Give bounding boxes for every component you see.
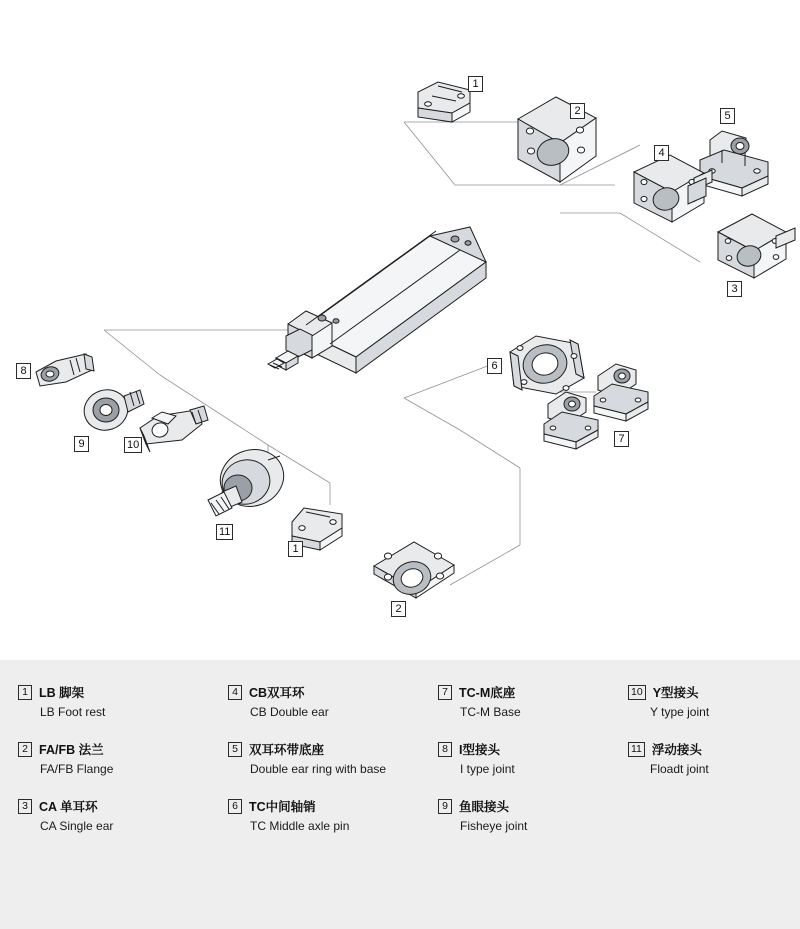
legend-label-en-4: CB Double ear xyxy=(250,705,329,719)
legend-item-4 xyxy=(228,682,438,739)
legend-num-8: 8 xyxy=(438,742,452,757)
callout-7: 7 xyxy=(614,431,629,447)
part-lb-foot-rest-top xyxy=(418,82,470,122)
legend-label-en-7: TC-M Base xyxy=(460,705,521,719)
part-i-type-joint xyxy=(36,354,94,386)
callout-4: 4 xyxy=(654,145,669,161)
legend-num-10: 10 xyxy=(628,685,646,700)
legend-item-11 xyxy=(628,739,800,796)
legend-label-en-11: Floadt joint xyxy=(650,762,709,776)
legend-label-cn-7: TC-M底座 xyxy=(459,686,516,700)
part-fisheye-joint xyxy=(79,384,144,436)
legend-label-en-10: Y type joint xyxy=(650,705,710,719)
legend-label-cn-6: TC中间轴销 xyxy=(249,800,316,814)
part-y-type-joint xyxy=(140,406,208,452)
part-flange-bottom xyxy=(374,542,454,599)
legend-label-en-2: FA/FB Flange xyxy=(40,762,114,776)
legend-label-cn-9: 鱼眼接头 xyxy=(459,800,510,814)
legend-num-6: 6 xyxy=(228,799,242,814)
legend-label-en-5: Double ear ring with base xyxy=(250,762,387,776)
part-double-ear-with-base xyxy=(700,131,768,196)
legend-label-en-8: I type joint xyxy=(460,762,515,776)
legend-label-cn-10: Y型接头 xyxy=(652,686,699,700)
legend-item-7 xyxy=(438,682,628,739)
legend-label-en-6: TC Middle axle pin xyxy=(250,819,350,833)
legend-num-9: 9 xyxy=(438,799,452,814)
legend-num-3: 3 xyxy=(18,799,32,814)
part-floating-joint xyxy=(208,441,291,516)
legend-label-cn-4: CB双耳环 xyxy=(249,686,305,700)
callout-10: 10 xyxy=(124,437,142,453)
legend-item-empty xyxy=(628,796,800,853)
part-main-cylinder xyxy=(268,227,486,373)
callout-1-top: 1 xyxy=(468,76,483,92)
legend-panel xyxy=(0,660,800,929)
callout-2-top: 2 xyxy=(570,103,585,119)
part-tc-middle-axle-pin xyxy=(510,336,584,394)
legend-item-6 xyxy=(228,796,438,853)
legend-item-8 xyxy=(438,739,628,796)
callout-6: 6 xyxy=(487,358,502,374)
legend-label-cn-11: 浮动接头 xyxy=(651,743,702,757)
legend-item-5 xyxy=(228,739,438,796)
legend-num-7: 7 xyxy=(438,685,452,700)
part-ca-single-ear xyxy=(718,214,795,278)
part-tcm-base-right xyxy=(594,364,648,421)
legend-item-10 xyxy=(628,682,800,739)
callout-9: 9 xyxy=(74,436,89,452)
legend-num-11: 11 xyxy=(628,742,645,757)
legend-label-en-3: CA Single ear xyxy=(40,819,114,833)
callout-2-bottom: 2 xyxy=(391,601,406,617)
legend-item-1 xyxy=(18,682,228,739)
callout-8: 8 xyxy=(16,363,31,379)
callout-11: 11 xyxy=(216,524,233,540)
legend-label-cn-5: 双耳环带底座 xyxy=(249,743,325,757)
callout-3: 3 xyxy=(727,281,742,297)
legend-num-4: 4 xyxy=(228,685,242,700)
legend-label-en-1: LB Foot rest xyxy=(40,705,106,719)
legend-item-9 xyxy=(438,796,628,853)
legend-num-5: 5 xyxy=(228,742,242,757)
legend-label-en-9: Fisheye joint xyxy=(460,819,528,833)
legend-num-1: 1 xyxy=(18,685,32,700)
callout-1-bottom: 1 xyxy=(288,541,303,557)
legend-label-cn-3: CA 单耳环 xyxy=(39,800,98,814)
legend-label-cn-2: FA/FB 法兰 xyxy=(39,743,104,757)
legend-num-2: 2 xyxy=(18,742,32,757)
legend-label-cn-8: I型接头 xyxy=(459,743,500,757)
legend-item-3 xyxy=(18,796,228,853)
callout-5: 5 xyxy=(720,108,735,124)
part-tcm-base-left xyxy=(544,392,598,449)
legend-item-2 xyxy=(18,739,228,796)
legend-label-cn-1: LB 脚架 xyxy=(39,686,85,700)
leader-lines xyxy=(104,122,716,585)
legend-grid xyxy=(0,682,800,853)
